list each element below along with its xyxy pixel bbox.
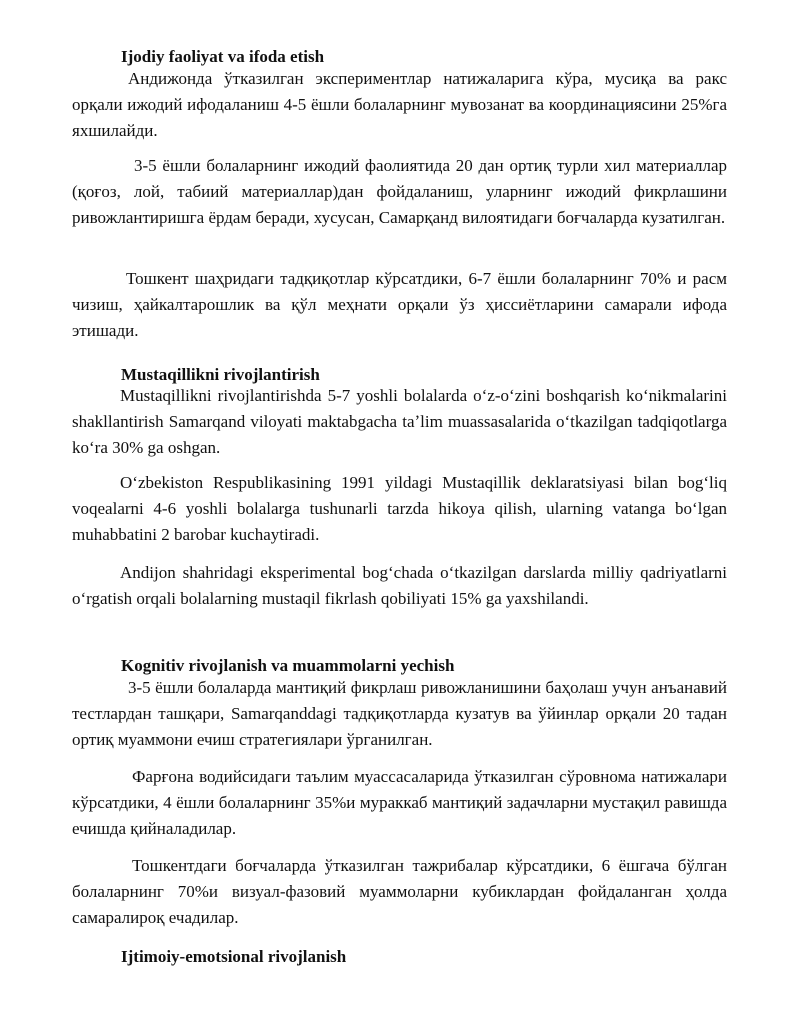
- paragraph-text: Тошкент шаҳридаги тадқиқотлар кўрсатдики, 6-7 ёшли болаларнинг 70% и расм чизиш, ҳайкалтарошлик ва қўл меҳнати орқали ўз ҳиссиётларини самарали ифода этишади.: [72, 269, 727, 340]
- section-heading-independence: Mustaqillikni rivojlantirish: [121, 365, 320, 384]
- paragraph-text: Тошкентдаги боғчаларда ўтказилган тажрибалар кўрсатдики, 6 ёшгача бўлган болаларнинг 70%и визуал-фазовий муаммоларни кубиклардан фойдаланган ҳолда самаралироқ ечадилар.: [72, 856, 727, 927]
- paragraph-text: 3-5 ёшли болаларда мантиқий фикрлаш ривожланишини баҳолаш учун анъанавий тестлардан ташқари, Samarqanddagi тадқиқотларда кузатув ва ўйинлар орқали 20 тадан ортиқ муаммони ечиш стратегиялари ўрганилган.: [72, 678, 727, 749]
- section-heading-social-emotional: Ijtimoiy-emotsional rivojlanish: [121, 947, 347, 966]
- paragraph: [72, 853, 727, 931]
- paragraph-text: Oʻzbekiston Respublikasining 1991 yildagi Mustaqillik deklaratsiyasi bilan bogʻliq voqealarni 4-6 yoshli bolalarga tushunarli tarzda hikoya qilish, ularning vatanga boʻlgan muhabbatini 2 barobar kuchaytiradi.: [72, 473, 727, 544]
- paragraph-text: Андижонда ўтказилган экспериментлар натижаларига кўра, мусиқа ва ракс орқали ижодий ифодаланиш 4-5 ёшли болаларнинг мувозанат ва координациясини 25%га яхшилайди.: [72, 69, 727, 140]
- paragraph: [72, 560, 727, 612]
- paragraph-text: Andijon shahridagi eksperimental bogʻchada oʻtkazilgan darslarda milliy qadriyatlarni oʻrgatish orqali bolalarning mustaqil fikrlash qobiliyati 15% ga yaxshilandi.: [72, 563, 727, 608]
- paragraph-text: Mustaqillikni rivojlantirishda 5-7 yoshli bolalarda oʻz-oʻzini boshqarish koʻnikmalarini shakllantirish Samarqand viloyati maktabgacha taʼlim muassasalarida oʻtkazilgan tadqiqotlarga koʻra 30% ga oshgan.: [72, 386, 727, 457]
- paragraph: [72, 470, 727, 548]
- paragraph-text: Фарғона водийсидаги таълим муассасаларида ўтказилган сўровнома натижалари кўрсатдики, 4 ёшли болаларнинг 35%и мураккаб мантиқий задачларни мустақил равишда ечишда қийналадилар.: [72, 767, 727, 838]
- paragraph: [72, 153, 727, 231]
- section-heading-creative: Ijodiy faoliyat va ifoda etish: [121, 47, 325, 66]
- paragraph: [72, 66, 727, 144]
- paragraph: [72, 383, 727, 461]
- section-heading-cognitive: Kognitiv rivojlanish va muammolarni yechish: [121, 656, 455, 675]
- paragraph-text: 3-5 ёшли болаларнинг ижодий фаолиятида 20 дан ортиқ турли хил материаллар (қоғоз, лой, табиий материаллар)дан фойдаланиш, уларнинг ижодий фикрлашини ривожлантиришга ёрдам беради, хусусан, Самарқанд вилоятидаги боғчаларда кузатилган.: [72, 156, 727, 227]
- paragraph: [72, 764, 727, 842]
- paragraph: [72, 266, 727, 344]
- paragraph: [72, 675, 727, 753]
